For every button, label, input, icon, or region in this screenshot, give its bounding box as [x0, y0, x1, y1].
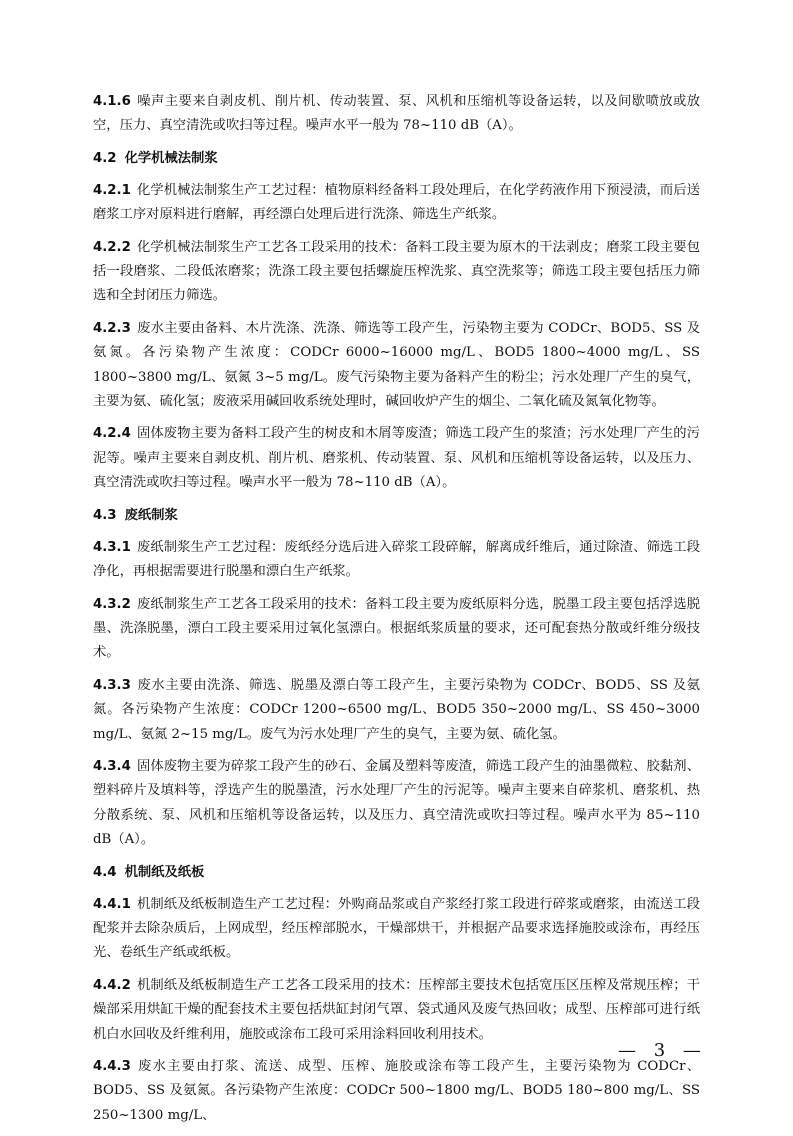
clause-text: 废水主要由洗涤、筛选、脱墨及漂白等工段产生，主要污染物为 CODCr、BOD5、SS 及氨氮。各污染物产生浓度：CODCr 1200~6500 mg/L、BOD5 350~2000 mg/L、SS 450~3000 mg/L、氨氮 2~15 mg/L。废气为污水处理厂产生的臭气，主要为氨、硫化氢。	[93, 677, 700, 742]
paragraph-4-4-3	[93, 1055, 700, 1128]
clause-number: 4.1.6	[93, 94, 131, 109]
clause-number: 4.3.1	[93, 539, 131, 555]
section-heading-4-4	[93, 861, 700, 885]
paragraph-4-3-4	[93, 755, 700, 853]
clause-text: 固体废物主要为碎浆工段产生的砂石、金属及塑料等废渣，筛选工段产生的油墨微粒、胶黏剂、塑料碎片及填料等，浮选产生的脱墨渣，污水处理厂产生的污泥等。噪声主要来自碎浆机、磨浆机、热分散系统、泵、风机和压缩机等设备运转，以及压力、真空清洗或吹扫等过程。噪声水平为 85~110 dB（A）。	[93, 758, 700, 848]
clause-text: 废纸制浆生产工艺过程：废纸经分选后进入碎浆工段碎解，解离成纤维后，通过除渣、筛选工段净化，再根据需要进行脱墨和漂白生产纸浆。	[93, 539, 700, 580]
document-body	[93, 90, 700, 1136]
section-title: 机制纸及纸板	[124, 864, 205, 880]
clause-number: 4.3.3	[93, 677, 131, 693]
paragraph-4-3-2	[93, 593, 700, 666]
paragraph-4-1-6	[93, 90, 700, 139]
section-title: 废纸制浆	[124, 507, 178, 523]
paragraph-4-2-1	[93, 179, 700, 228]
section-heading-4-3	[93, 504, 700, 528]
clause-text: 噪声主要来自剥皮机、削片机、传动装置、泵、风机和压缩机等设备运转，以及间歇喷放或放空，压力、真空清洗或吹扫等过程。噪声水平一般为 78~110 dB（A）。	[93, 94, 700, 134]
clause-text: 废水主要由备料、木片洗涤、洗涤、筛选等工段产生，污染物主要为 CODCr、BOD5、SS 及氨氮。各污染物产生浓度：CODCr 6000~16000 mg/L、BOD5 1800~4000 mg/L、SS 1800~3800 mg/L、氨氮 3~5 mg/L。废气污染物主要为备料产生的粉尘；污水处理厂产生的臭气，主要为氨、硫化氢；废液采用碱回收系统处理时，碱回收炉产生的烟尘、二氧化硫及氮氧化物等。	[93, 320, 700, 410]
clause-number: 4.2.4	[93, 426, 131, 442]
clause-text: 废纸制浆生产工艺各工段采用的技术：备料工段主要为废纸原料分选，脱墨工段主要包括浮选脱墨、洗涤脱墨，漂白工段主要采用过氧化氢漂白。根据纸浆质量的要求，还可配套热分散或纤维分级技术。	[93, 596, 700, 661]
paragraph-4-4-2	[93, 974, 700, 1047]
clause-text: 固体废物主要为备料工段产生的树皮和木屑等废渣；筛选工段产生的浆渣；污水处理厂产生的污泥等。噪声主要来自剥皮机、削片机、磨浆机、传动装置、泵、风机和压缩机等设备运转，以及压力、真空清洗或吹扫等过程。噪声水平一般为 78~110 dB（A）。	[93, 426, 700, 491]
clause-number: 4.4.3	[93, 1059, 131, 1074]
clause-number: 4.2.2	[93, 239, 131, 255]
clause-number: 4.2.1	[93, 182, 131, 198]
section-number: 4.4	[93, 864, 117, 880]
paragraph-4-2-4	[93, 422, 700, 495]
paragraph-4-4-1	[93, 893, 700, 966]
paragraph-4-2-3	[93, 317, 700, 415]
clause-text: 化学机械法制浆生产工艺过程：植物原料经备料工段处理后，在化学药液作用下预浸渍，而后送磨浆工序对原料进行磨解，再经漂白处理后进行洗涤、筛选生产纸浆。	[93, 182, 700, 223]
clause-text: 化学机械法制浆生产工艺各工段采用的技术：备料工段主要为原木的干法剥皮；磨浆工段主要包括一段磨浆、二段低浓磨浆；洗涤工段主要包括螺旋压榨洗浆、真空洗浆等；筛选工段主要包括压力筛选和全封闭压力筛选。	[93, 239, 700, 304]
clause-number: 4.2.3	[93, 320, 131, 336]
section-number: 4.3	[93, 507, 117, 523]
section-title: 化学机械法制浆	[124, 150, 218, 166]
paragraph-4-2-2	[93, 236, 700, 309]
clause-number: 4.4.1	[93, 896, 131, 912]
clause-text: 机制纸及纸板制造生产工艺各工段采用的技术：压榨部主要技术包括宽压区压榨及常规压榨；干燥部采用烘缸干燥的配套技术主要包括烘缸封闭气罩、袋式通风及废气热回收；成型、压榨部可进行纸机白水回收及纤维利用，施胶或涂布工段可采用涂料回收利用技术。	[93, 977, 700, 1042]
section-heading-4-2	[93, 147, 700, 171]
clause-text: 废水主要由打浆、流送、成型、压榨、施胶或涂布等工段产生，主要污染物为 CODCr、BOD5、SS 及氨氮。各污染物产生浓度：CODCr 500~1800 mg/L、BOD5 180~800 mg/L、SS 250~1300 mg/L、	[93, 1059, 700, 1123]
clause-number: 4.3.4	[93, 758, 131, 774]
paragraph-4-3-1	[93, 536, 700, 585]
page-number: — 3 —	[618, 1040, 707, 1061]
clause-number: 4.4.2	[93, 977, 131, 993]
paragraph-4-3-3	[93, 674, 700, 747]
clause-text: 机制纸及纸板制造生产工艺过程：外购商品浆或自产浆经打浆工段进行碎浆或磨浆，由流送工段配浆并去除杂质后，上网成型，经压榨部脱水，干燥部烘干，并根据产品要求选择施胶或涂布，再经压光、卷纸生产纸或纸板。	[93, 896, 700, 961]
section-number: 4.2	[93, 150, 117, 166]
clause-number: 4.3.2	[93, 596, 131, 612]
